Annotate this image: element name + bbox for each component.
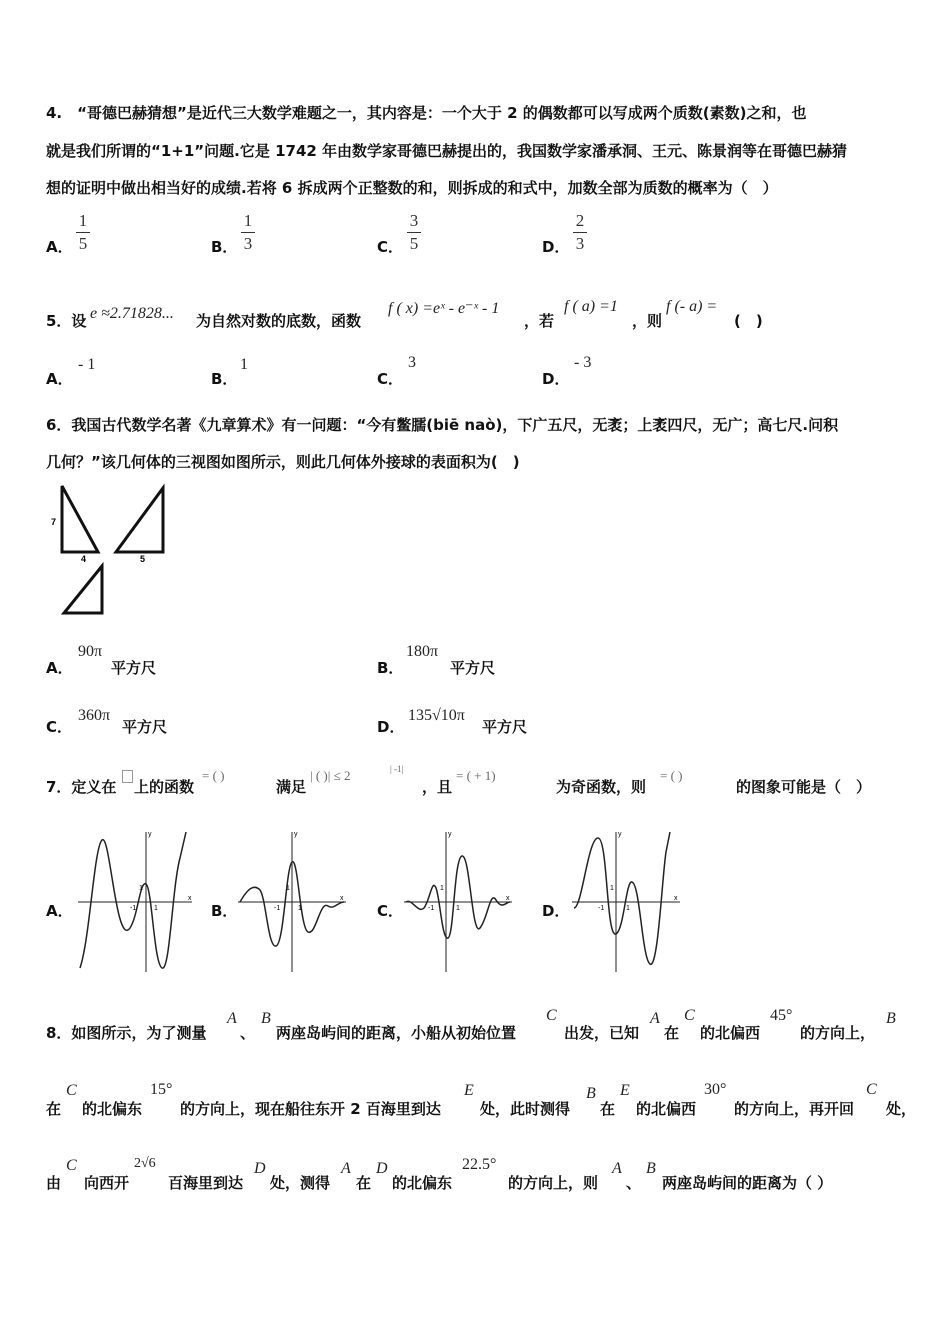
q8-l2b: 的北偏东 xyxy=(82,1100,143,1118)
option-value: - 1 xyxy=(78,356,96,373)
q8-l2e: 在 xyxy=(600,1100,616,1118)
tick-neg-one: -1 xyxy=(274,905,281,912)
var-e: E xyxy=(620,1082,630,1099)
tick-neg-one: -1 xyxy=(598,905,605,912)
fraction: $\frac{2}{3}$ xyxy=(573,210,587,255)
x-label: x xyxy=(674,895,678,902)
q7-option-d-label[interactable]: D． xyxy=(542,902,570,920)
q8-l2c: 的方向上，现在船往东开 2 百海里到达 xyxy=(180,1100,441,1118)
q5-function: f ( x) =eˣ - e⁻ˣ - 1 xyxy=(388,300,500,317)
option-unit: 平方尺 xyxy=(111,659,157,677)
q7-option-b-label[interactable]: B． xyxy=(211,902,238,920)
q7-graph-c[interactable] xyxy=(402,828,518,974)
q6-line2: 几何？”该几何体的三视图如图所示，则此几何体外接球的表面积为( ) xyxy=(46,453,520,471)
option-label: C． xyxy=(377,370,404,388)
q8-l2a: 在 xyxy=(46,1100,62,1118)
option-value: 3 xyxy=(408,354,416,371)
three-view-figure xyxy=(48,482,178,617)
option-value: 90π xyxy=(78,643,103,660)
q7-ineq: | ( )| ≤ 2 xyxy=(310,768,351,783)
side-view-triangle xyxy=(116,488,163,552)
option-label: B． xyxy=(211,238,238,256)
option-label: A． xyxy=(46,370,73,388)
q5-bracket: ( ) xyxy=(734,312,763,330)
front-view-triangle xyxy=(62,486,98,552)
q7-p4: ，且 xyxy=(422,778,453,796)
q4-line2: 就是我们所谓的“1+1”问题.它是 1742 年由数学家哥德巴赫提出的，我国数学家潘承洞、王元、陈景润等在哥德巴赫猜 xyxy=(46,142,848,160)
distance: 2√6 xyxy=(134,1156,156,1171)
var-d: D xyxy=(376,1160,388,1177)
y-label: y xyxy=(448,831,452,838)
var-a: A xyxy=(612,1160,622,1177)
var-b: B xyxy=(261,1010,271,1027)
q7-p6: 的图象可能是（ ） xyxy=(736,778,872,796)
q7-exponent: | -1| xyxy=(390,764,404,774)
q8-l3e: 在 xyxy=(356,1174,372,1192)
var-b: B xyxy=(646,1160,656,1177)
tick-y-one: 1 xyxy=(286,885,290,892)
tick-neg-one: -1 xyxy=(130,905,137,912)
q6-line1: 6．我国古代数学名著《九章算术》有一问题：“今有鳖臑(biē naò)，下广五尺，无袤；上袤四尺，无广；高七尺.问积 xyxy=(46,416,839,434)
q8-l3d: 处，测得 xyxy=(270,1174,331,1192)
q8-l3h: 两座岛屿间的距离为（ ） xyxy=(662,1174,833,1192)
option-label: D． xyxy=(542,238,570,256)
option-label: C． xyxy=(377,238,404,256)
option-label: B． xyxy=(377,659,404,677)
q5-condition: f ( a) =1 xyxy=(564,298,618,315)
option-value: 360π xyxy=(78,707,111,724)
q8-l1f: 的方向上， xyxy=(800,1024,876,1042)
q4-line1: 4. “哥德巴赫猜想”是近代三大数学难题之一，其内容是：一个大于 2 的偶数都可以写成两个质数(素数)之和，也 xyxy=(46,104,807,122)
var-a: A xyxy=(650,1010,660,1027)
option-value: 135√10π xyxy=(408,707,465,724)
y-label: y xyxy=(294,831,298,838)
q8-l3f: 的北偏东 xyxy=(392,1174,453,1192)
angle-30: 30° xyxy=(704,1081,727,1098)
tick-neg-one: -1 xyxy=(428,905,435,912)
angle-22-5: 22.5° xyxy=(462,1156,497,1173)
option-label: A． xyxy=(46,238,73,256)
label-height: 7 xyxy=(51,517,57,527)
tick-y-one: 1 xyxy=(440,885,444,892)
fraction: $\frac{1}{3}$ xyxy=(241,210,255,255)
angle-45: 45° xyxy=(770,1007,793,1024)
q8-l3c: 百海里到达 xyxy=(168,1174,244,1192)
var-d: D xyxy=(254,1160,266,1177)
tick-one: 1 xyxy=(626,905,630,912)
q7-graph-a[interactable] xyxy=(76,828,196,974)
var-b: B xyxy=(586,1085,596,1102)
q5-prefix: 5．设 xyxy=(46,312,87,330)
var-e: E xyxy=(464,1082,474,1099)
var-c: C xyxy=(66,1082,77,1099)
q7-graph-d[interactable] xyxy=(570,828,686,974)
q7-p2: 上的函数 xyxy=(134,778,195,796)
q8-sep: 、 xyxy=(240,1024,256,1042)
q5-ask: f (- a) = xyxy=(666,298,718,315)
q8-l2g: 的方向上，再开回 xyxy=(734,1100,855,1118)
var-c: C xyxy=(866,1081,877,1098)
label-base-5: 5 xyxy=(140,554,146,564)
q5-then: ，则 xyxy=(632,312,663,330)
q8-sep: 、 xyxy=(626,1174,642,1192)
tick-one: 1 xyxy=(298,905,302,912)
q7-graph-b[interactable] xyxy=(236,828,352,974)
tick-one: 1 xyxy=(456,905,460,912)
angle-15: 15° xyxy=(150,1081,173,1098)
x-label: x xyxy=(506,895,510,902)
option-unit: 平方尺 xyxy=(450,659,496,677)
q7-eq3: = ( ) xyxy=(660,768,683,783)
q8-l1c: 出发，已知 xyxy=(564,1024,640,1042)
var-b: B xyxy=(886,1010,896,1027)
option-value: 1 xyxy=(240,356,248,373)
fraction: $\frac{3}{5}$ xyxy=(407,210,421,255)
option-label: D． xyxy=(377,718,405,736)
q5-mid: 为自然对数的底数，函数 xyxy=(196,312,362,330)
option-value: - 3 xyxy=(574,354,592,371)
q7-eq1: = ( ) xyxy=(202,768,225,783)
option-unit: 平方尺 xyxy=(482,718,528,736)
option-label: C． xyxy=(46,718,73,736)
q7-option-a-label[interactable]: A． xyxy=(46,902,73,920)
tick-one: 1 xyxy=(154,905,158,912)
option-label: D． xyxy=(542,370,570,388)
top-view-triangle xyxy=(64,566,102,613)
q8-l1a: 8．如图所示，为了测量 xyxy=(46,1024,207,1042)
tick-y-one: 1 xyxy=(610,885,614,892)
y-label: y xyxy=(618,831,622,838)
q5-e-value: e ≈2.71828... xyxy=(90,305,174,322)
y-label: y xyxy=(148,831,152,838)
q8-l3g: 的方向上，则 xyxy=(508,1174,599,1192)
curve xyxy=(574,832,670,964)
q8-l1b: 两座岛屿间的距离，小船从初始位置 xyxy=(276,1024,517,1042)
curve xyxy=(406,856,510,938)
q8-l2h: 处， xyxy=(886,1100,917,1118)
x-label: x xyxy=(188,895,192,902)
q8-l2d: 处，此时测得 xyxy=(480,1100,571,1118)
fraction: $\frac{1}{5}$ xyxy=(76,210,90,255)
var-a: A xyxy=(341,1160,351,1177)
option-label: B． xyxy=(211,370,238,388)
q8-l2f: 的北偏西 xyxy=(636,1100,697,1118)
q7-p3: 满足 xyxy=(276,778,307,796)
var-c: C xyxy=(546,1007,557,1024)
q7-p1: 7．定义在 xyxy=(46,778,117,796)
var-c: C xyxy=(684,1007,695,1024)
label-base-4: 4 xyxy=(81,554,87,564)
q8-l3b: 向西开 xyxy=(84,1174,130,1192)
q7-eq2: = ( + 1) xyxy=(456,768,496,783)
q4-line3: 想的证明中做出相当好的成绩.若将 6 拆成两个正整数的和，则拆成的和式中，加数全部为质数的概率为（ ） xyxy=(46,179,778,197)
q7-option-c-label[interactable]: C． xyxy=(377,902,404,920)
option-value: 180π xyxy=(406,643,439,660)
x-label: x xyxy=(340,895,344,902)
tick-y-one: 1 xyxy=(139,885,143,892)
q5-cond-lead: ，若 xyxy=(524,312,555,330)
q7-p5: 为奇函数，则 xyxy=(556,778,647,796)
option-unit: 平方尺 xyxy=(122,718,168,736)
q8-l3a: 由 xyxy=(46,1174,62,1192)
var-a: A xyxy=(227,1010,237,1027)
q8-l1d: 在 xyxy=(664,1024,680,1042)
option-label: A． xyxy=(46,659,73,677)
q8-l1e: 的北偏西 xyxy=(700,1024,761,1042)
var-c: C xyxy=(66,1157,77,1174)
missing-glyph xyxy=(122,770,133,783)
curve xyxy=(80,832,186,968)
